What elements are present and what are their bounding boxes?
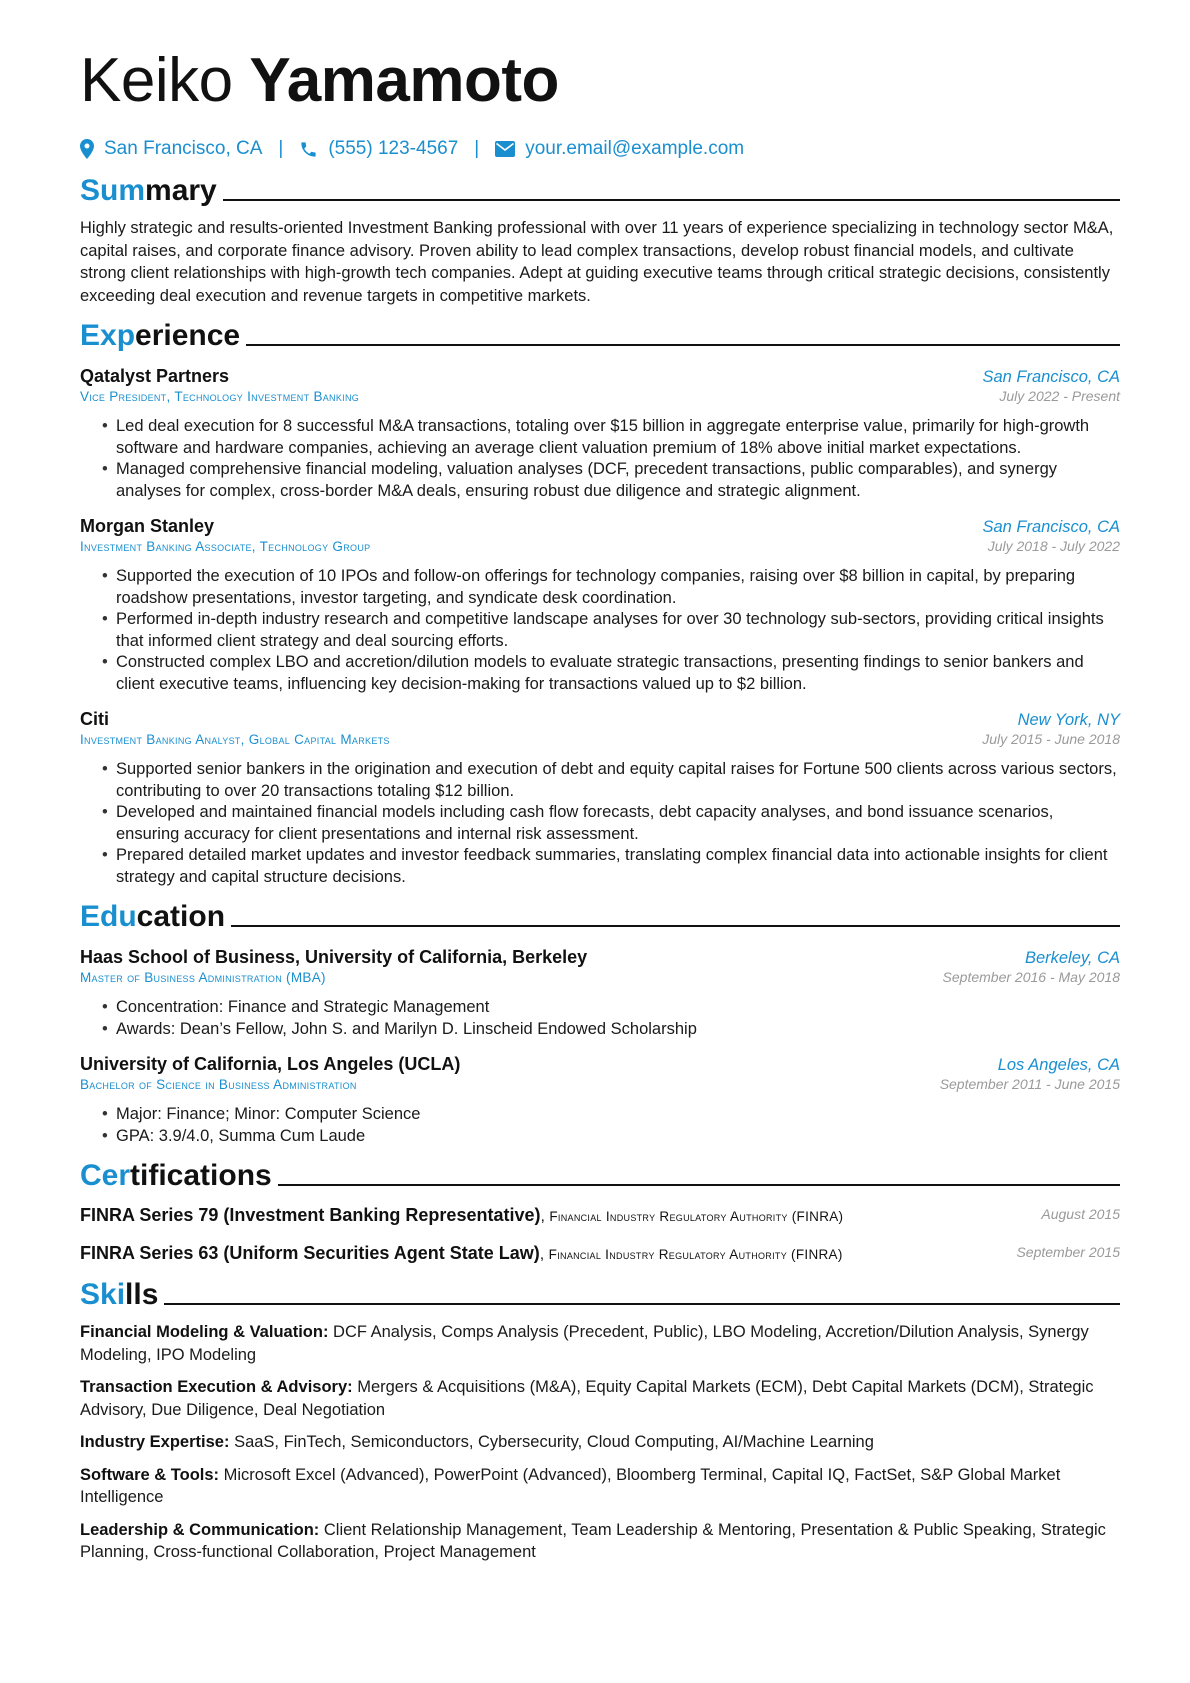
section-title: Skills	[80, 1278, 159, 1311]
skill-row	[80, 1431, 1120, 1454]
bullet-item: • Supported senior bankers in the origination and execution of debt and equity capital raises for Fortune 500 clients across various sectors, contributing to over 20 transactions totaling $12 billion.	[102, 759, 1120, 802]
bullet-item: • Led deal execution for 8 successful M&A transactions, totaling over $15 billion in aggregate enterprise value, primarily for high-growth software and hardware companies, achieving an average client valuation premium of 18% above initial market expectations.	[102, 416, 1120, 459]
skill-list: Mergers & Acquisitions (M&A), Equity Capital Markets (ECM), Debt Capital Markets (DCM), Strategic Advisory, Due Diligence, Deal Negotiation	[80, 1378, 1094, 1419]
entry-location: Berkeley, CA	[1024, 949, 1120, 967]
candidate-name	[80, 46, 1120, 115]
skill-category: Industry Expertise:	[80, 1433, 230, 1451]
experience-entry	[80, 516, 1120, 695]
location-text: San Francisco, CA	[104, 138, 263, 159]
job-title: Investment Banking Associate, Technology Group	[80, 539, 371, 554]
bullet-item: • Managed comprehensive financial modeling, valuation analyses (DCF, precedent transactions, public comparables), and synergy analyses for complex, cross-border M&A deals, ensuring robust due diligence and strategic alignment.	[102, 459, 1120, 502]
certification-entry: FINRA Series 79 (Investment Banking Representative), Financial Industry Regulatory Authority (FINRA) August 2015	[80, 1205, 1120, 1225]
bullet-list	[80, 566, 1120, 695]
phone-icon	[299, 140, 318, 159]
section-rule	[246, 344, 1120, 346]
last-name: Yamamoto	[249, 46, 559, 115]
certification-date: August 2015	[1041, 1206, 1120, 1222]
experience-entry	[80, 709, 1120, 888]
entry-dates: September 2011 - June 2015	[939, 1076, 1120, 1092]
certification-name: FINRA Series 63 (Uniform Securities Agent State Law)	[80, 1243, 540, 1263]
bullet-list	[80, 997, 1120, 1040]
contact-bar	[80, 138, 1120, 160]
bullet-item: • Major: Finance; Minor: Computer Science	[102, 1104, 1120, 1126]
certifications-heading	[80, 1159, 1120, 1192]
contact-email[interactable]	[495, 138, 744, 160]
certification-name: FINRA Series 79 (Investment Banking Representative)	[80, 1205, 541, 1225]
education-entry	[80, 947, 1120, 1040]
section-rule	[278, 1184, 1120, 1186]
section-rule	[223, 199, 1120, 201]
entry-location: Los Angeles, CA	[997, 1056, 1120, 1074]
contact-location	[80, 138, 262, 160]
contact-separator: |	[278, 138, 284, 159]
skills-heading	[80, 1278, 1120, 1311]
bullet-item: • Awards: Dean’s Fellow, John S. and Marilyn D. Linscheid Endowed Scholarship	[102, 1019, 1120, 1041]
section-title: Certifications	[80, 1159, 272, 1192]
skill-category: Financial Modeling & Valuation:	[80, 1323, 329, 1341]
certification-entry: FINRA Series 63 (Uniform Securities Agent State Law), Financial Industry Regulatory Authority (FINRA) September 2015	[80, 1243, 1120, 1263]
employer-name: Citi	[80, 709, 109, 729]
bullet-item: • Prepared detailed market updates and investor feedback summaries, translating complex financial data into actionable insights for client strategy and capital structure decisions.	[102, 845, 1120, 888]
bullet-item: • Supported the execution of 10 IPOs and follow-on offerings for technology companies, raising over $8 billion in capital, by preparing roadshow presentations, investor targeting, and syndicate desk coordination.	[102, 566, 1120, 609]
entry-location: New York, NY	[1017, 711, 1120, 729]
section-title: Summary	[80, 174, 217, 207]
experience-entry	[80, 366, 1120, 502]
skill-row	[80, 1376, 1120, 1421]
education-entry	[80, 1054, 1120, 1147]
bullet-item: • GPA: 3.9/4.0, Summa Cum Laude	[102, 1126, 1120, 1148]
bullet-list	[80, 1104, 1120, 1147]
degree: Master of Business Administration (MBA)	[80, 970, 326, 985]
bullet-item: • Constructed complex LBO and accretion/dilution models to evaluate strategic transactions, presenting findings to senior bankers and client executive teams, influencing key decision-making for transactions valued up to $2 billion.	[102, 652, 1120, 695]
skill-category: Software & Tools:	[80, 1465, 220, 1484]
job-title: Vice President, Technology Investment Banking	[80, 389, 360, 404]
entry-location: San Francisco, CA	[982, 368, 1120, 386]
school-name: University of California, Los Angeles (UCLA)	[80, 1054, 461, 1074]
certification-issuer: Financial Industry Regulatory Authority (FINRA)	[549, 1209, 844, 1224]
skill-list: SaaS, FinTech, Semiconductors, Cybersecurity, Cloud Computing, AI/Machine Learning	[234, 1433, 874, 1451]
education-heading	[80, 900, 1120, 933]
bullet-item: • Concentration: Finance and Strategic Management	[102, 997, 1120, 1019]
section-title: Education	[80, 900, 226, 933]
entry-location: San Francisco, CA	[982, 518, 1120, 536]
summary-text: Highly strategic and results-oriented Investment Banking professional with over 11 years of experience specializing in technology sector M&A, capital raises, and corporate finance advisory. Proven ability to lead complex transactions, develop robust financial models, and cultivate strong client relationships with high-growth tech companies. Adept at guiding executive teams through critical strategic decisions, consistently exceeding deal execution and revenue targets in competitive markets.	[80, 219, 1114, 305]
skill-list: Client Relationship Management, Team Leadership & Mentoring, Presentation & Public Speaking, Strategic Planning, Cross-functional Collaboration, Project Management	[80, 1520, 1106, 1561]
section-rule	[231, 925, 1120, 927]
skill-row	[80, 1464, 1120, 1509]
bullet-list	[80, 416, 1120, 502]
skill-row	[80, 1519, 1120, 1564]
section-rule	[164, 1303, 1120, 1305]
skill-row	[80, 1321, 1120, 1366]
bullet-item: • Developed and maintained financial models including cash flow forecasts, debt capacity analyses, and bond issuance scenarios, ensuring accuracy for client presentations and internal risk assessment.	[102, 802, 1120, 845]
certification-issuer: Financial Industry Regulatory Authority (FINRA)	[548, 1247, 843, 1262]
skill-list: DCF Analysis, Comps Analysis (Precedent, Public), LBO Modeling, Accretion/Dilution Analysis, Synergy Modeling, IPO Modeling	[80, 1323, 1089, 1364]
summary-heading	[80, 174, 1120, 207]
experience-heading	[80, 319, 1120, 352]
entry-dates: September 2016 - May 2018	[942, 969, 1120, 985]
entry-dates: July 2022 - Present	[999, 388, 1120, 404]
certification-date: September 2015	[1016, 1244, 1120, 1260]
entry-dates: July 2015 - June 2018	[982, 731, 1120, 747]
school-name: Haas School of Business, University of California, Berkeley	[80, 947, 588, 967]
entry-dates: July 2018 - July 2022	[987, 538, 1120, 554]
skill-category: Leadership & Communication:	[80, 1520, 320, 1539]
bullet-list	[80, 759, 1120, 888]
contact-phone[interactable]	[299, 138, 458, 160]
section-title: Experience	[80, 319, 241, 352]
employer-name: Morgan Stanley	[80, 516, 215, 536]
email-link[interactable]: your.email@example.com	[525, 138, 745, 159]
employer-name: Qatalyst Partners	[80, 366, 230, 386]
map-marker-icon	[80, 139, 94, 159]
degree: Bachelor of Science in Business Administration	[80, 1077, 357, 1092]
first-name: Keiko	[80, 46, 233, 115]
skill-category: Transaction Execution & Advisory:	[80, 1378, 353, 1396]
skill-list: Microsoft Excel (Advanced), PowerPoint (Advanced), Bloomberg Terminal, Capital IQ, FactSet, S&P Global Market Intelligence	[80, 1465, 1061, 1506]
bullet-item: • Performed in-depth industry research and competitive landscape analyses for over 30 technology sub-sectors, providing critical insights that informed client strategy and deal sourcing efforts.	[102, 609, 1120, 652]
contact-separator: |	[474, 138, 480, 159]
job-title: Investment Banking Analyst, Global Capital Markets	[80, 732, 390, 747]
phone-text[interactable]: (555) 123-4567	[328, 138, 459, 159]
envelope-icon	[495, 141, 515, 157]
